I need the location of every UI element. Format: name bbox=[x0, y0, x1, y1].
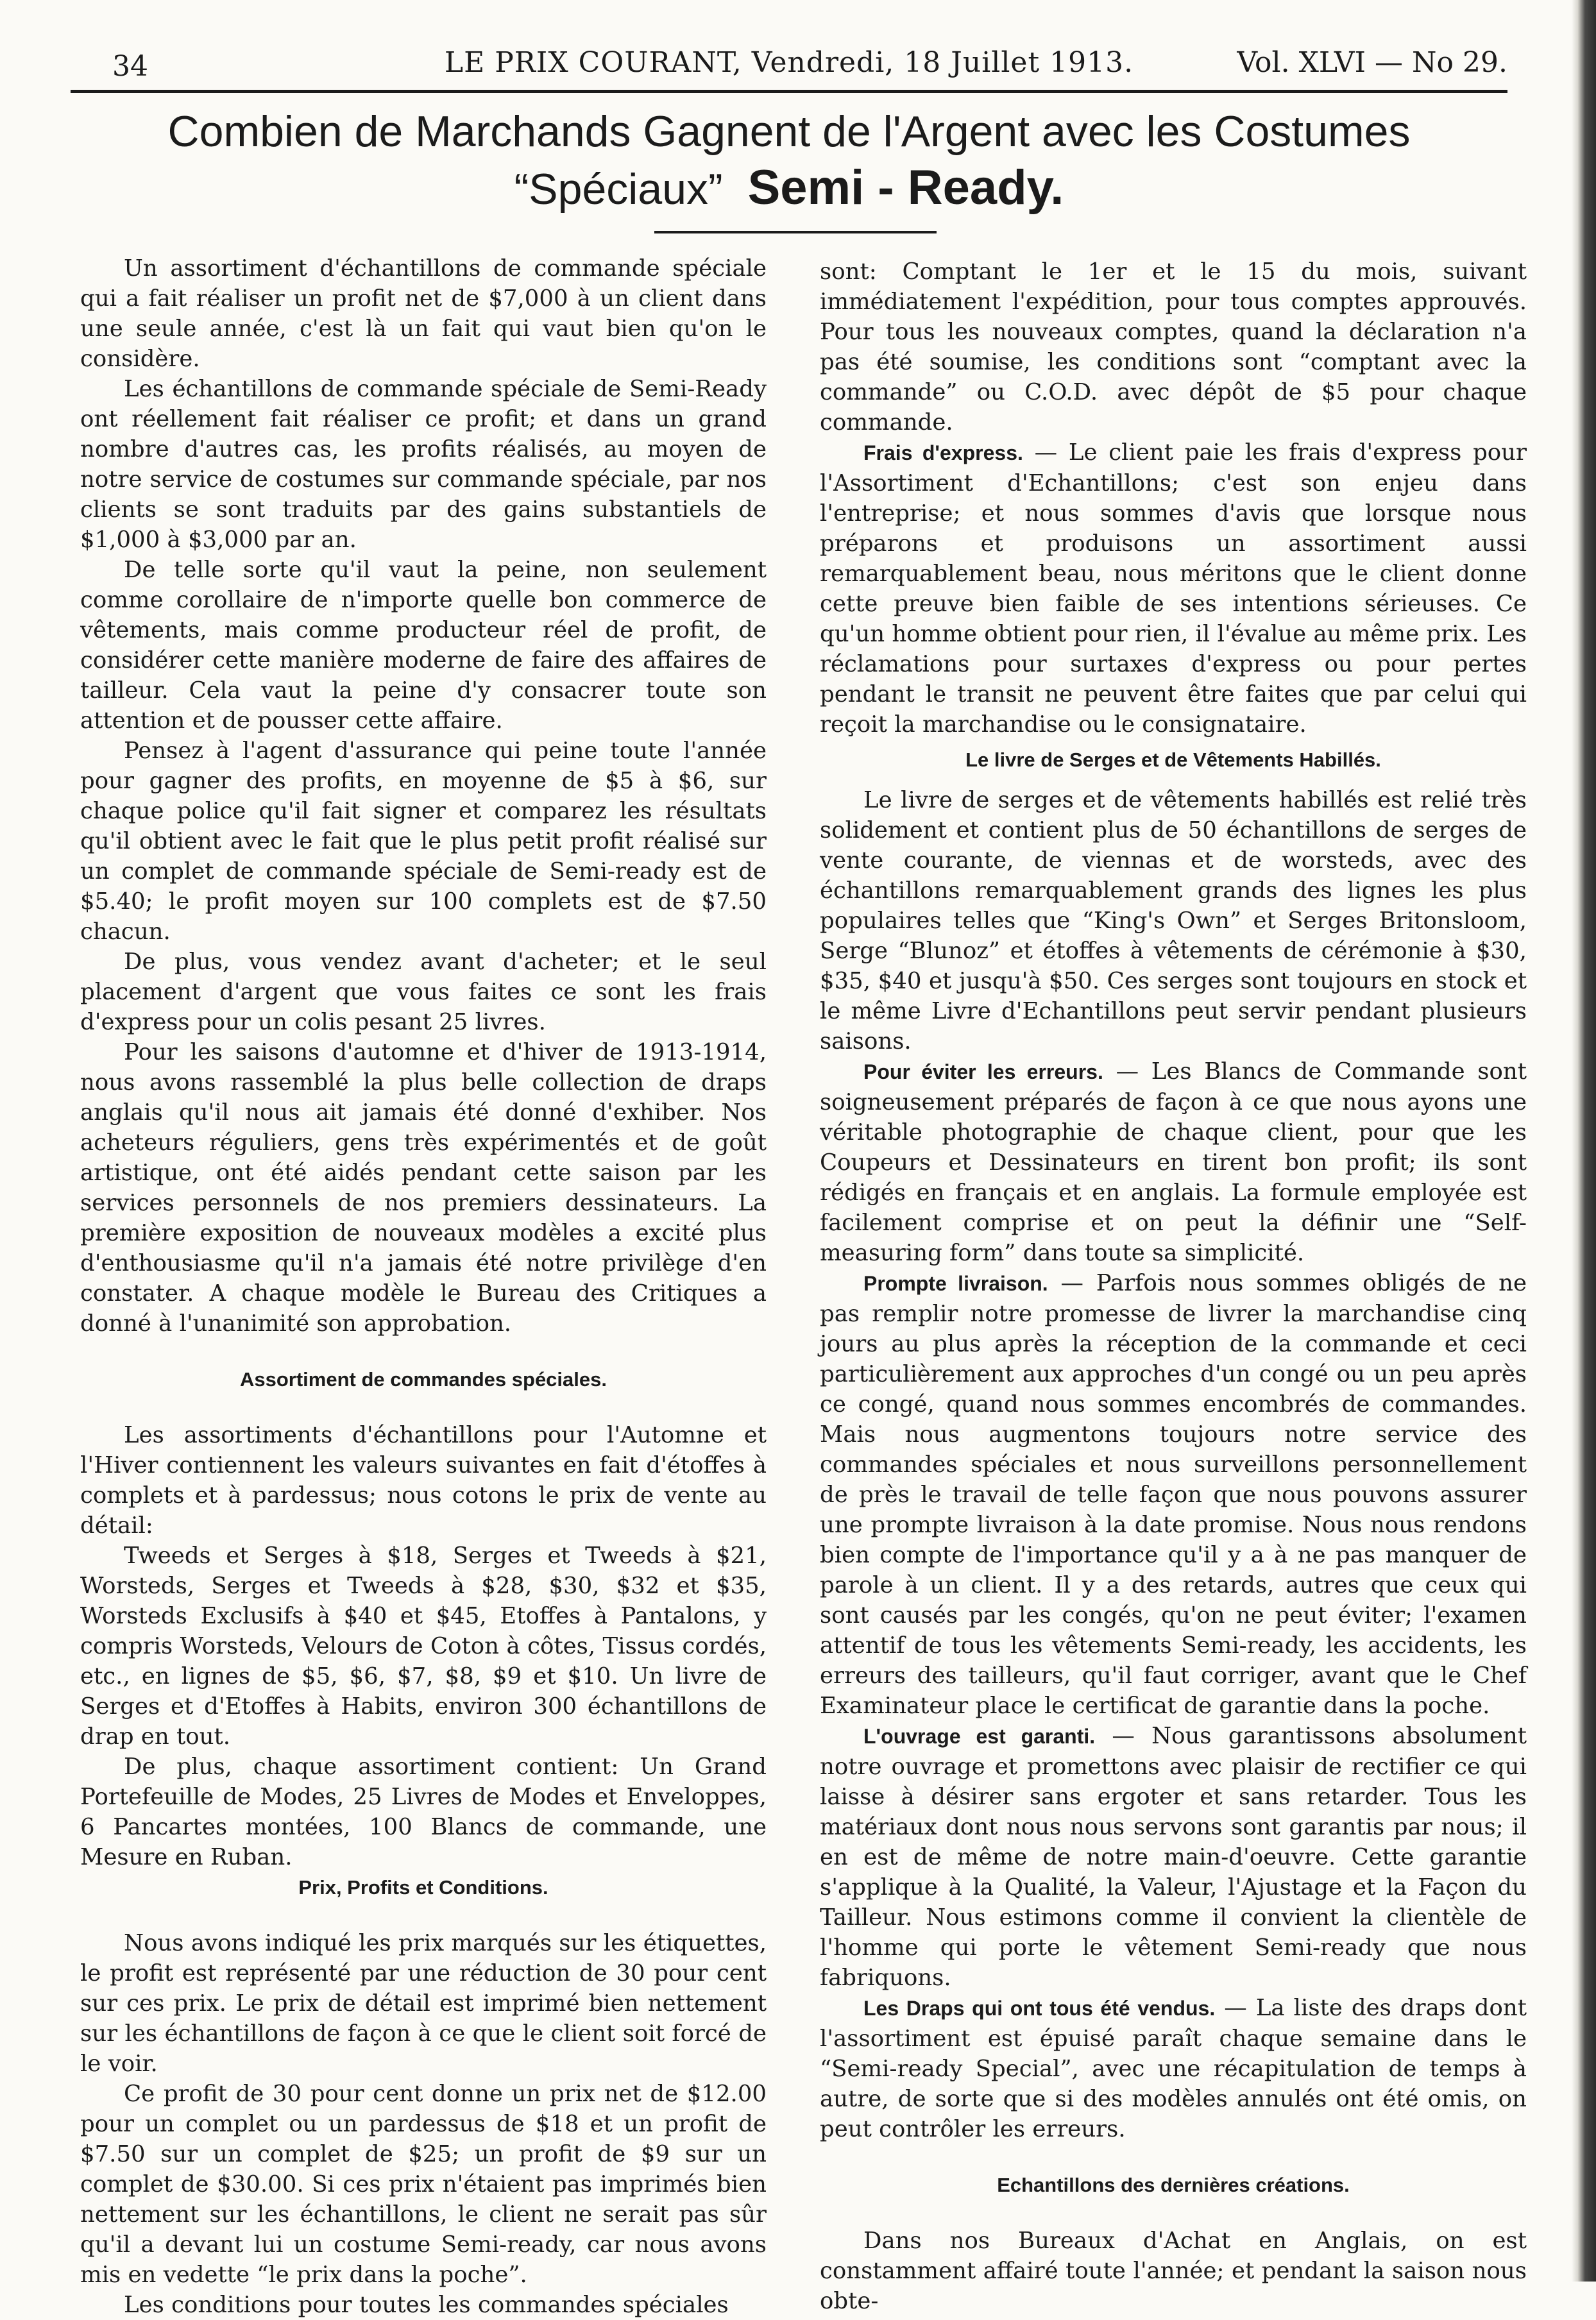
paragraph: Les assortiments d'échantillons pour l'Automne et l'Hiver contiennent les valeurs suivantes en fait d'étoffes à complets et à pardessus; nous cotons le prix de vente au détail: bbox=[80, 1422, 767, 1539]
paragraph: De plus, vous vendez avant d'acheter; et le seul placement d'argent que vous faites ce sont les frais d'express pour un colis pesant 25 livres. bbox=[80, 949, 767, 1035]
headline-specials: “Spéciaux” bbox=[514, 165, 723, 214]
masthead: LE PRIX COURANT, Vendredi, 18 Juillet 1913. bbox=[444, 46, 1134, 79]
paragraph: De telle sorte qu'il vaut la peine, non seulement comme corollaire de n'importe quelle bon commerce de vêtements, mais comme producteur réel de profit, de considérer cette manière moderne de faire des affaires de tailleur. Cela vaut la peine d'y consacrer toute son attention et de pousser cette affaire. bbox=[80, 557, 767, 734]
paragraph: Les conditions pour toutes les commandes spéciales bbox=[124, 2292, 729, 2318]
section-heading: Echantillons des dernières créations. bbox=[997, 2174, 1350, 2196]
paragraph: Tweeds et Serges à $18, Serges et Tweeds à $21, Worsteds, Serges et Tweeds à $28, $30, $32 et $35, Worsteds Exclusifs à $40 et $45, Etoffes à Pantalons, y compris Worsteds, Velours de Coton à côtes, Tissus cordés, etc., en lignes de $5, $6, $7, $8, $9 et $10. Un livre de Serges et d'Etoffes à Habits, environ 300 échantillons de drap en tout. bbox=[80, 1543, 767, 1750]
paragraph: Pensez à l'agent d'assurance qui peine toute l'année pour gagner des profits, en moyenne de $5 à $6, sur chaque police qu'il fait signer et comparez les résultats qu'il obtient avec le fait que le plus petit profit réalisé sur un complet de commande spéciale de Semi-ready est de $5.40; le profit moyen sur 100 complets est de $7.50 chacun. bbox=[80, 738, 767, 945]
paragraph-lead: Les Draps qui ont tous été vendus. bbox=[863, 1997, 1216, 2020]
paragraph: Ce profit de 30 pour cent donne un prix net de $12.00 pour un complet ou un pardessus de $18 et un profit de $7.50 sur un complet de $25; un profit de $9 sur un complet de $30.00. Si ces prix n'étaient pas imprimés bien nettement sur les échantillons, le client ne serait pas sûr qu'il a devant lui un costume Semi-ready, car nous avons mis en vedette “le prix dans la poche”. bbox=[80, 2081, 767, 2288]
left-column bbox=[80, 253, 767, 2320]
paragraph: Les Draps qui ont tous été vendus. — La liste des draps dont l'assortiment est épuisé paraît chaque semaine dans le “Semi-ready Special”, avec une récapitulation de temps à autre, de sorte que si des modèles annulés ont été omis, on peut contrôler les erreurs. bbox=[820, 1995, 1527, 2142]
paragraph: Le livre de serges et de vêtements habillés est relié très solidement et contient plus de 50 échantillons de serges de vente courante, de viennas et de worsteds, avec des échantillons remarquablement grands des lignes les plus populaires telles que “King's Own” et Serges Britonsloom, Serge “Blunoz” et étoffes à vêtements de cérémonie à $30, $35, $40 et jusqu'à $50. Ces serges sont toujours en stock et le même Livre d'Echantillons peut servir pendant plusieurs saisons. bbox=[820, 787, 1527, 1054]
headline-brand: Semi - Ready. bbox=[747, 160, 1064, 215]
headline-line-2 bbox=[71, 162, 1507, 215]
section-heading: Le livre de Serges et de Vêtements Habillés. bbox=[965, 749, 1381, 771]
paragraph: Dans nos Bureaux d'Achat en Anglais, on est constamment affairé toute l'année; et pendant la saison nous obte- bbox=[820, 2228, 1527, 2314]
paragraph: Nous avons indiqué les prix marqués sur les étiquettes, le profit est représenté par une réduction de 30 pour cent sur ces prix. Le prix de détail est imprimé bien nettement sur les échantillons de façon à ce que le client soit forcé de le voir. bbox=[80, 1930, 767, 2077]
paragraph-lead: L'ouvrage est garanti. bbox=[863, 1725, 1096, 1748]
paragraph: Pour les saisons d'automne et d'hiver de 1913-1914, nous avons rassemblé la plus belle collection de draps anglais qu'il nous ait jamais été donné d'exhiber. Nos acheteurs réguliers, gens très expérimentés et de goût artistique, ont été aidés pendant cette saison par les services personnels de nos premiers dessinateurs. La première exposition de nouveaux modèles a excité plus d'enthousiasme qu'il n'a jamais été notre privilège d'en constater. A chaque modèle le Bureau des Critiques a donné à l'unanimité son approbation. bbox=[80, 1039, 767, 1337]
paragraph: De plus, chaque assortiment contient: Un Grand Portefeuille de Modes, 25 Livres de Modes et Enveloppes, 6 Pancartes montées, 100 Blancs de commande, une Mesure en Ruban. bbox=[80, 1754, 767, 1870]
section-heading: Prix, Profits et Conditions. bbox=[298, 1876, 548, 1899]
header-rule bbox=[71, 90, 1507, 93]
page-number: 34 bbox=[112, 50, 148, 83]
right-column bbox=[820, 257, 1527, 2316]
headline-line-1: Combien de Marchands Gagnent de l'Argent avec les Costumes bbox=[167, 107, 1411, 156]
paragraph: sont: Comptant le 1er et le 15 du mois, suivant immédiatement l'expédition, pour tous comptes approuvés. Pour tous les nouveaux comptes, quand la déclaration n'a pas été soumise, les conditions sont “comptant avec la commande” ou C.O.D. avec dépôt de $5 pour chaque commande. bbox=[820, 258, 1527, 436]
paragraph-lead: Pour éviter les erreurs. bbox=[863, 1060, 1103, 1083]
paragraph: L'ouvrage est garanti. — Nous garantissons absolument notre ouvrage et promettons avec plaisir de rectifier ce qui laisse à désirer sans ergoter et sans retarder. Tous les matériaux dont nous nous servons sont garantis par nous; il en est de même de notre main-d'oeuvre. Cette garantie s'applique à la Qualité, la Valeur, l'Ajustage et la Façon du Tailleur. Nous estimons comme il convient la clientèle de l'homme qui porte le vêtement Semi-ready que nous fabriquons. bbox=[820, 1723, 1527, 1991]
paragraph: Pour éviter les erreurs. — Les Blancs de Commande sont soigneusement préparés de façon à ce que nous ayons une véritable photographie de chaque client, pour que les Coupeurs et Dessinateurs en tirent bon profit; ils sont rédigés en français et en anglais. La formule employée est facilement comprise et on peut la définir une “Self-measuring form” dans toute sa simplicité. bbox=[820, 1058, 1527, 1266]
section-heading: Assortiment de commandes spéciales. bbox=[239, 1368, 607, 1391]
page-header bbox=[71, 18, 1507, 95]
headline bbox=[71, 106, 1507, 215]
paragraph: Un assortiment d'échantillons de commande spéciale qui a fait réaliser un profit net de $7,000 à un client dans une seule année, c'est là un fait qui vaut bien qu'on le considère. bbox=[80, 255, 767, 372]
binding-edge bbox=[1572, 0, 1596, 2282]
paragraph: Frais d'express. — Le client paie les frais d'express pour l'Assortiment d'Echantillons; c'est son enjeu dans l'entreprise; et nous sommes d'avis que lorsque nous préparons et produisons un assortiment aussi remarquablement beau, nous méritons que le client donne cette preuve bien faible de ses intentions sérieuses. Ce qu'un homme obtient pour rien, il l'évalue au même prix. Les réclamations pour surtaxes d'express ou pour pertes pendant le transit ne peuvent être faites que par celui qui reçoit la marchandise ou le consignataire. bbox=[820, 439, 1527, 738]
paragraph: Les échantillons de commande spéciale de Semi-Ready ont réellement fait réaliser ce profit; et dans un grand nombre d'autres cas, les profits réalisés, au moyen de notre service de costumes sur commande spéciale, par nos clients se sont traduits par des gains substantiels de $1,000 à $3,000 par an. bbox=[80, 376, 767, 553]
headline-rule bbox=[654, 231, 937, 233]
paragraph-lead: Prompte livraison. bbox=[863, 1272, 1048, 1295]
paragraph: Prompte livraison. — Parfois nous sommes obligés de ne pas remplir notre promesse de livrer la marchandise cinq jours au plus après la réception de la commande et ceci particulièrement aux approches d'un congé ou un peu après ce congé, quand nous sommes encombrés de commandes. Mais nous augmentons toujours notre service des commandes spéciales et nous surveillons personnellement de près le travail de telle façon que nous pouvons assurer une prompte livraison à la date promise. Nous nous rendons bien compte de l'importance qu'il y a à ne pas manquer de parole à un client. Il y a des retards, autres que ceux qui sont causés par les congés, qu'on ne peut éviter; l'examen attentif de tous les vêtements Semi-ready, les accidents, les erreurs des tailleurs, qu'il faut corriger, avant que le Chef Examinateur place le certificat de garantie dans la poche. bbox=[820, 1270, 1527, 1719]
volume-number: Vol. XLVI — No 29. bbox=[1237, 46, 1507, 79]
paragraph-lead: Frais d'express. bbox=[863, 441, 1023, 464]
